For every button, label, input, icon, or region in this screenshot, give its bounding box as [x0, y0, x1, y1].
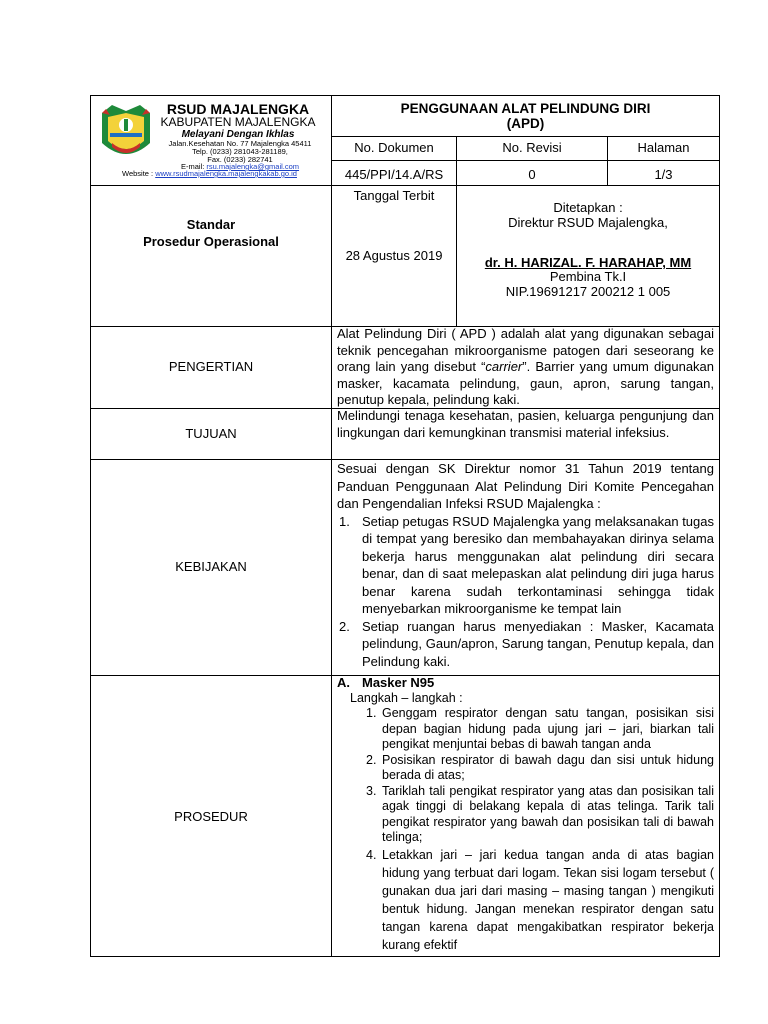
kebijakan-item-number: 2. [339, 618, 350, 634]
kebijakan-item [337, 513, 714, 618]
kebijakan-item-text: Setiap ruangan harus menyediakan : Masker, Kacamata pelindung, Gaun/apron, Sarung tangan, Penutup kepala, dan Pelindung kaki. [362, 618, 714, 669]
prosedur-section-title [337, 675, 714, 691]
hospital-fax: Fax. (0233) 282741 [207, 154, 273, 164]
col-divider [331, 96, 332, 956]
kebijakan-item-text: Setiap petugas RSUD Majalengka yang melaksanakan tugas di tempat yang beresiko dan membahayakan dirinya selama bekerja harus menggunakan alat pelindung diri secara benar, dan di saat melepaskan alat pelindung diri juga harus benar karena sudah terkontaminasi sehingga tidak menyebarkan mikroorganisme ke tempat lain [362, 513, 714, 616]
doc-number-label: No. Dokumen [354, 140, 434, 155]
title-line-1: PENGGUNAAN ALAT PELINDUNG DIRI [400, 101, 651, 116]
step-number: 2. [366, 752, 377, 767]
director-nip: NIP.19691217 200212 1 005 [505, 284, 671, 299]
step-item [366, 753, 714, 784]
steps-list [337, 706, 714, 954]
title-line-2: (APD) [506, 116, 545, 131]
issue-date-label: Tanggal Terbit [353, 188, 435, 203]
spo-label [91, 216, 331, 250]
director-name: dr. H. HARIZAL. F. HARAHAP, MM [484, 255, 692, 270]
spo-label-line-1: Standar [186, 217, 236, 232]
kebijakan-content [337, 460, 714, 670]
hospital-address: Jalan.Kesehatan No. 77 Majalengka 45411 [168, 139, 312, 148]
website-link[interactable]: www.rsudmajalengka.majalengkakab.go.id [155, 169, 297, 178]
step-text: Posisikan respirator di bawah dagu dan sisi untuk hidung berada di atas; [382, 752, 714, 782]
step-item [366, 784, 714, 846]
tujuan-label: TUJUAN [185, 426, 237, 441]
pengertian-text-end: ”. Barrier yang umum digunakan masker, kacamata pelindung, gaun, apron, sarung tangan, penutup kepala, pelindung kaki. [337, 359, 715, 407]
issue-date-value: 28 Agustus 2019 [345, 248, 443, 263]
section-letter: A. [337, 675, 350, 690]
step-text: Genggam respirator dengan satu tangan, posisikan sisi depan bagian hidung pada ujung jari – jari, biarkan tali pengikat menjuntai bebas di bawah tangan anda [382, 706, 714, 751]
established-label: Ditetapkan : [553, 200, 623, 215]
row-divider [91, 185, 719, 186]
hospital-logo [98, 103, 154, 167]
revision-value: 0 [528, 167, 536, 182]
regency-name: KABUPATEN MAJALENGKA [160, 115, 316, 129]
revision-label: No. Revisi [502, 140, 562, 155]
doc-number-value: 445/PPI/14.A/RS [344, 167, 444, 182]
spo-label-line-2: Prosedur Operasional [143, 234, 279, 249]
step-item [366, 706, 714, 753]
website-label: Website : [122, 169, 154, 178]
director-title: Direktur RSUD Majalengka, [508, 215, 668, 230]
page-label: Halaman [637, 140, 690, 155]
step-number: 4. [366, 847, 377, 862]
hospital-motto: Melayani Dengan Ikhlas [181, 129, 295, 140]
kebijakan-label: KEBIJAKAN [175, 559, 247, 574]
prosedur-content [337, 675, 714, 954]
step-item [366, 846, 714, 954]
steps-label: Langkah – langkah : [350, 690, 463, 705]
prosedur-label: PROSEDUR [174, 809, 248, 824]
step-number: 1. [366, 706, 377, 720]
page-value: 1/3 [654, 167, 673, 182]
email-link[interactable]: rsu.majalengka@gmail.com [206, 162, 300, 171]
section-title: Masker N95 [362, 675, 435, 690]
document-title [332, 101, 719, 131]
pengertian-text [337, 326, 714, 409]
email-label: E-mail: [180, 162, 205, 171]
pengertian-label: PENGERTIAN [168, 359, 254, 374]
pengertian-text-italic: carrier [485, 359, 523, 374]
kebijakan-intro: Sesuai dengan SK Direktur nomor 31 Tahun 2019 tentang Panduan Penggunaan Alat Pelindung Diri Komite Pencegahan dan Pengendalian Infeksi RSUD Majalengka : [337, 461, 714, 511]
row-divider [331, 136, 719, 137]
sop-document [90, 95, 720, 957]
kebijakan-item-number: 1. [339, 513, 350, 529]
hospital-phone: Telp. (0233) 281043-281189, [192, 147, 288, 156]
hospital-website [122, 169, 332, 179]
step-text: Tariklah tali pengikat respirator yang atas dan posisikan tali agak tinggi di belakang kepala di atas telinga. Tarik tali pengikat respirator yang bawah dan posisikan tali di bawah telinga; [382, 783, 714, 844]
tujuan-text: Melindungi tenaga kesehatan, pasien, keluarga pengunjung dan lingkungan dari kemungkinan transmisi material infeksius. [337, 408, 714, 440]
step-text: Letakkan jari – jari kedua tangan anda di atas bagian hidung yang terbuat dari logam. Tekan sisi logam tersebut ( gunakan dua jari dari masing – masing tangan ) mengikuti bentuk hidung. Jangan menekan respirator dengan satu tangan karena dapat mengakibatkan respirator bekerja kurang efektif [382, 847, 714, 952]
kebijakan-item [337, 618, 714, 671]
row-divider [331, 160, 719, 161]
pengertian-text-start: Alat Pelindung Diri ( APD ) adalah alat yang digunakan sebagai teknik pencegahan mikroorganisme patogen dari seseorang ke orang lain yang disebut “ [337, 326, 714, 374]
director-rank: Pembina Tk.I [549, 269, 627, 284]
hospital-name: RSUD MAJALENGKA [166, 101, 310, 117]
step-number: 3. [366, 783, 377, 798]
